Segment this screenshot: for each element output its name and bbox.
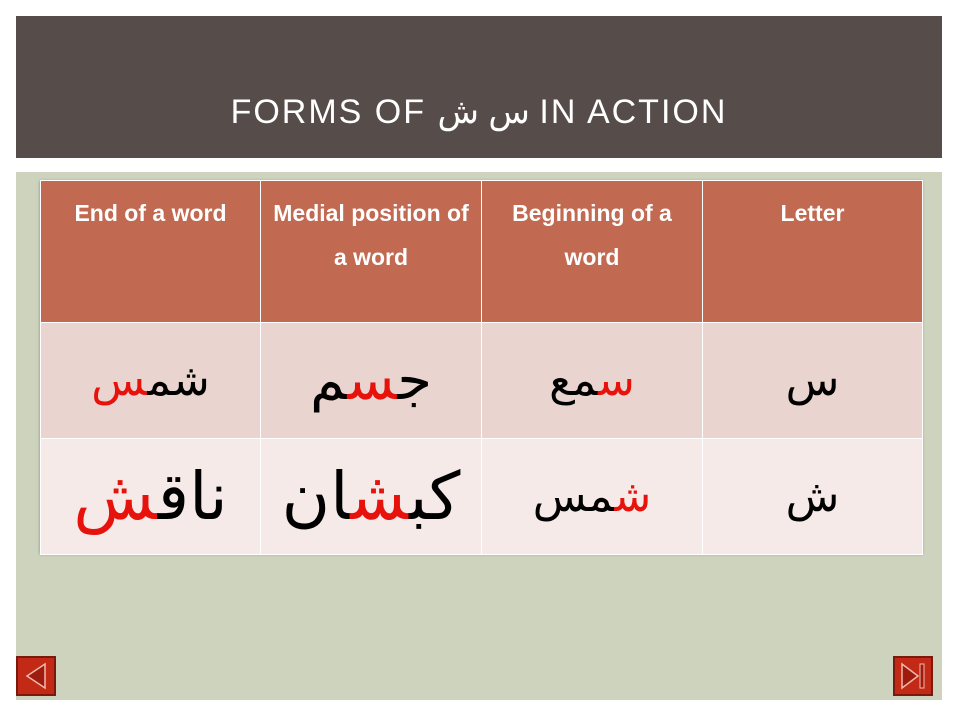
header-medial: Medial position of a word [261, 181, 482, 323]
letter-forms-table [40, 180, 923, 555]
cell-letter: س [703, 323, 923, 439]
cell-beginning-form: شمس [482, 439, 703, 555]
previous-slide-button[interactable] [16, 656, 56, 696]
slide-title: FORMS OF س ش IN ACTION [230, 93, 728, 131]
header-letter: Letter [703, 181, 923, 323]
table-row-seen [41, 323, 923, 439]
cell-letter: ش [703, 439, 923, 555]
table-row-sheen [41, 439, 923, 555]
cell-end-form: شمس [41, 323, 261, 439]
title-bar [16, 16, 942, 158]
title-divider [16, 158, 942, 172]
header-beginning: Beginning of a word [482, 181, 703, 323]
cell-beginning-form: سمع [482, 323, 703, 439]
cell-medial-form: كبشان [261, 439, 482, 555]
header-end: End of a word [41, 181, 261, 323]
table-header-row [41, 181, 923, 323]
previous-slide-icon [18, 658, 54, 694]
cell-medial-form: جسم [261, 323, 482, 439]
cell-end-form: ناقش [41, 439, 261, 555]
next-slide-button[interactable] [893, 656, 933, 696]
next-slide-icon [895, 658, 931, 694]
